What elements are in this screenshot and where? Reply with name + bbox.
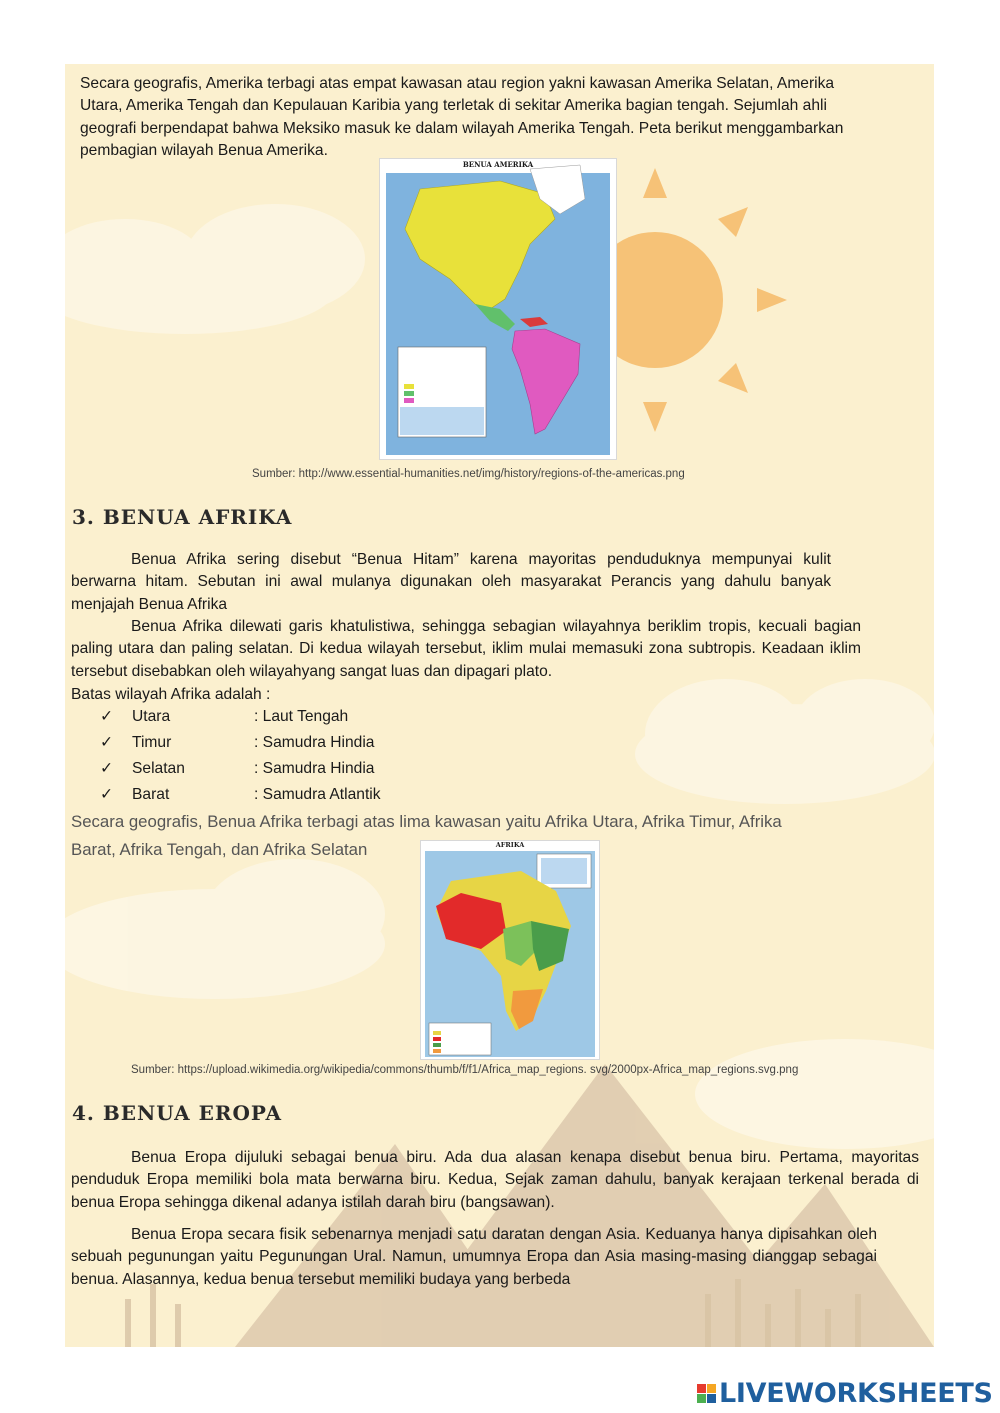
- check-icon: ✓: [100, 734, 114, 751]
- europe-section-heading: 4. BENUA EROPA: [72, 1101, 282, 1125]
- border-value: : Samudra Hindia: [254, 734, 375, 751]
- america-map-source: Sumber: http://www.essential-humanities.net/img/history/regions-of-the-americas.png: [252, 468, 685, 480]
- border-direction: Utara: [132, 708, 171, 725]
- america-intro-paragraph: Secara geografis, Amerika terbagi atas empat kawasan atau region yakni kawasan Amerika Selatan, Amerika Utara, Amerika Tengah dan Kepulauan Karibia yang terletak di sekitar Amerika bagian tengah. Sejumlah ahli geografi berpendapat bahwa Meksiko masuk ke dalam wilayah Amerika Tengah. Peta berikut menggambarkan pembagian wilayah Benua Amerika.: [80, 75, 844, 160]
- logo-blocks-icon: [697, 1384, 716, 1403]
- africa-borders-intro: Batas wilayah Afrika adalah :: [71, 686, 271, 703]
- europe-paragraph-2: Benua Eropa secara fisik sebenarnya menjadi satu daratan dengan Asia. Keduanya hanya dipisahkan oleh sebuah pegunungan yaitu Pegunungan Ural. Namun, umumnya Eropa dan Asia masing-masing dianggap sebagai benua. Alasannya, kedua benua tersebut memiliki budaya yang berbeda: [71, 1226, 877, 1288]
- africa-regions-line-1: Secara geografis, Benua Afrika terbagi atas lima kawasan yaitu Afrika Utara, Afrika Timur, Afrika: [71, 812, 782, 831]
- border-value: : Laut Tengah: [254, 708, 349, 725]
- africa-section-heading: 3. BENUA AFRIKA: [72, 505, 293, 529]
- africa-regions-line-2: Barat, Afrika Tengah, dan Afrika Selatan: [71, 840, 368, 859]
- border-item-west: [100, 782, 500, 808]
- check-icon: ✓: [100, 708, 114, 725]
- border-direction: Timur: [132, 734, 172, 751]
- border-value: : Samudra Hindia: [254, 760, 375, 777]
- africa-paragraph-2: Benua Afrika dilewati garis khatulistiwa, sehingga sebagian wilayahnya beriklim tropis, kecuali bagian paling utara dan paling selatan. Di kedua wilayah tersebut, iklim mulai memasuki zona subtropis. Keadaan iklim tersebut disebabkan oleh wilayahyang sangat luas dan dipagari plato.: [71, 618, 861, 680]
- check-icon: ✓: [100, 786, 114, 803]
- africa-map-image: [420, 840, 600, 1060]
- africa-map-source: Sumber: https://upload.wikimedia.org/wikipedia/commons/thumb/f/f1/Africa_map_regions. svg/2000px-Africa_map_regions.svg.png: [131, 1064, 799, 1076]
- border-direction: Barat: [132, 786, 170, 803]
- europe-paragraph-1: Benua Eropa dijuluki sebagai benua biru. Ada dua alasan kenapa disebut benua biru. Pertama, mayoritas penduduk Eropa memiliki bola mata berwarna biru. Kedua, Sejak zaman dahulu, banyak kerajaan terkenal berada di benua Eropa sehingga dikenal adanya istilah darah biru (bangsawan).: [71, 1149, 919, 1211]
- africa-map-graphic: [421, 841, 599, 1059]
- america-map-title: BENUA AMERIKA: [462, 160, 534, 169]
- check-icon: ✓: [100, 760, 114, 777]
- border-direction: Selatan: [132, 760, 185, 777]
- africa-map-title: AFRIKA: [495, 841, 525, 849]
- border-item-south: [100, 756, 500, 782]
- liveworksheets-logo[interactable]: [697, 1378, 993, 1409]
- border-value: : Samudra Atlantik: [254, 786, 381, 803]
- america-map-image: [379, 158, 617, 460]
- america-map-graphic: [380, 159, 616, 459]
- logo-text: LIVEWORKSHEETS: [719, 1378, 993, 1409]
- africa-borders-list: [100, 704, 500, 808]
- border-item-east: [100, 730, 500, 756]
- africa-paragraph-1: Benua Afrika sering disebut “Benua Hitam” karena mayoritas penduduknya mempunyai kulit berwarna hitam. Sebutan ini awal mulanya digunakan oleh masyarakat Perancis yang dahulu banyak menjajah Benua Afrika: [71, 551, 831, 613]
- border-item-north: [100, 704, 500, 730]
- worksheet-page: [65, 64, 934, 1347]
